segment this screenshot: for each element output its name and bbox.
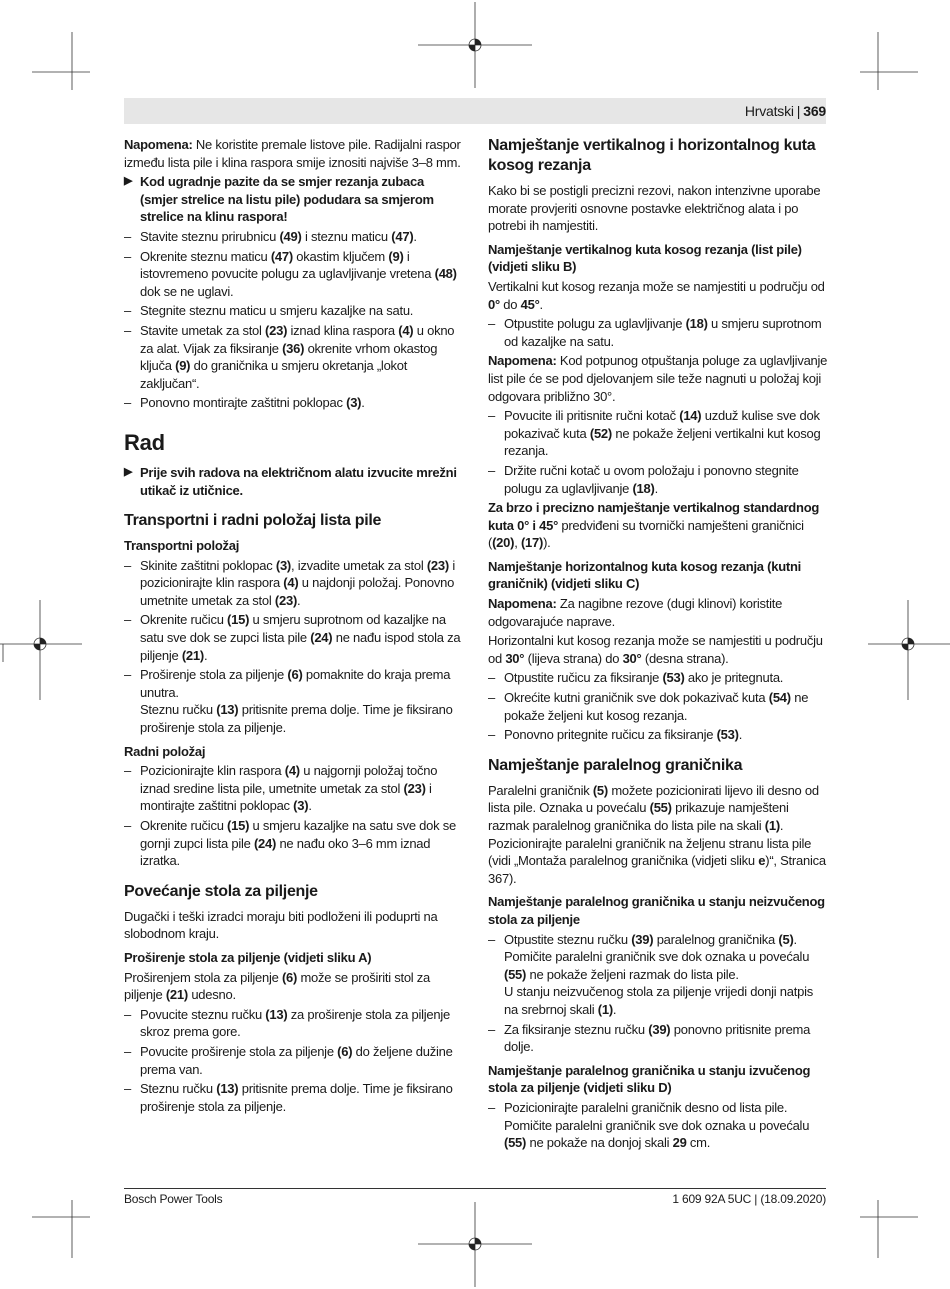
list-item: – Stavite steznu prirubnicu (49) i steznu maticu (47). xyxy=(124,228,417,244)
list-item: – Otpustite polugu za uglavljivanje (18) u smjeru suprotnom od kazaljke na satu. xyxy=(488,316,822,349)
footer-brand: Bosch Power Tools xyxy=(124,1192,223,1206)
body-paragraph: Za brzo i precizno namještanje vertikalnog standardnog kuta 0° i 45° predviđeni su tvornički namješteni graničnici ((20), (17)). xyxy=(488,500,820,551)
body-paragraph: Dugački i teški izradci moraju biti podloženi ili poduprti na slobodnom kraju. xyxy=(124,908,438,942)
subsection-subtitle: Radni položaj xyxy=(124,743,206,759)
note-paragraph: Napomena: Kod potpunog otpuštanja poluge za uglavljivanje list pile će se pod djelovanjem sile teže nagnuti u položaj koji odgovara približno 30°. xyxy=(488,353,828,404)
subsection-title: Povećanje stola za piljenje xyxy=(124,882,318,900)
list-item: – Pozicionirajte paralelni graničnik desno od lista pile. Pomičite paralelni graničnik sve dok oznaka u povećalu (55) ne pokaže na donjoj skali 29 cm. xyxy=(488,1099,810,1151)
list-item: – Stegnite steznu maticu u smjeru kazaljke na satu. xyxy=(124,303,414,319)
list-item: – Povucite steznu ručku (13) za proširenje stola za piljenje skroz prema gore. xyxy=(124,1006,450,1040)
section-title-rad: Rad xyxy=(124,429,165,455)
list-item: – Pozicionirajte klin raspora (4) u najgornji položaj točno iznad sredine lista pile, umetnite umetak za stol (23) i montirajte zaštitni poklopac (3). xyxy=(124,763,438,814)
subsection-subtitle: Namještanje paralelnog graničnika u stanju neizvučenog stola za piljenje xyxy=(488,894,825,927)
header-bar xyxy=(124,98,826,124)
list-item: – Okrenite ručicu (15) u smjeru kazaljke na satu sve dok se gornji zupci lista pile (24) ne nađu oko 3–6 mm iznad izratka. xyxy=(124,818,456,869)
triangle-bullet-icon: ▶ xyxy=(124,465,133,478)
body-paragraph: Horizontalni kut kosog rezanja može se namjestiti u području od 30° (lijeva strana) do 30° (desna strana). xyxy=(488,633,823,666)
warning-item: ▶ Prije svih radova na električnom alatu izvucite mrežni utikač iz utičnice. xyxy=(124,464,457,498)
list-item: – Steznu ručku (13) pritisnite prema dolje. Time je fiksirano proširenje stola za piljenje. xyxy=(124,1081,453,1114)
list-item: – Držite ručni kotač u ovom položaju i ponovno stegnite polugu za uglavljivanje (18). xyxy=(488,462,799,496)
subsection-subtitle: Proširenje stola za piljenje (vidjeti sliku A) xyxy=(124,949,372,965)
right-column xyxy=(488,136,828,1154)
list-item: – Otpustite steznu ručku (39) paralelnog graničnika (5). Pomičite paralelni graničnik sve dok oznaka u povećalu (55) ne pokaže željeni razmak do lista pile. U stanju neizvučenog stola za piljenje vrijedi donji natpis na srebrnoj skali (1). xyxy=(488,931,813,1017)
body-paragraph: Vertikalni kut kosog rezanja može se namjestiti u području od 0° do 45°. xyxy=(488,278,825,312)
triangle-bullet-icon: ▶ xyxy=(124,175,133,188)
note-paragraph: Napomena: Ne koristite premale listove pile. Radijalni raspor između lista pile i klina raspora smije iznositi najviše 3–8 mm. xyxy=(124,137,461,170)
subsection-title: Namještanje paralelnog graničnika xyxy=(488,756,743,774)
list-item: – Ponovno pritegnite ručicu za fiksiranje (53). xyxy=(488,727,743,743)
header-section: Hrvatski xyxy=(744,103,794,119)
subsection-title: Transportni i radni položaj lista pile xyxy=(124,512,382,530)
list-item: – Okrenite steznu maticu (47) okastim ključem (9) i istovremeno povucite polugu za uglavljivanje vretena (48) dok se ne uglavi. xyxy=(124,248,457,299)
list-item: – Otpustite ručicu za fiksiranje (53) ako je pritegnuta. xyxy=(488,670,784,686)
body-paragraph: Kako bi se postigli precizni rezovi, nakon intenzivne uporabe morate provjeriti osnovne postavke električnog alata i po potrebi ih namjestiti. xyxy=(488,183,821,234)
list-item: – Povucite ili pritisnite ručni kotač (14) uzduž kulise sve dok pokazivač kuta (52) ne pokaže željeni vertikalni kut kosog rezanja. xyxy=(488,408,821,459)
subsection-subtitle: Transportni položaj xyxy=(124,538,240,554)
footer-doc-id: 1 609 92A 5UC | (18.09.2020) xyxy=(672,1192,826,1206)
body-paragraph: Proširenjem stola za piljenje (6) može se proširiti stol za piljenje (21) udesno. xyxy=(124,969,431,1003)
list-item: – Okrećite kutni graničnik sve dok pokazivač kuta (54) ne pokaže željeni kut kosog rezanja. xyxy=(488,690,809,723)
list-item: – Ponovno montirajte zaštitni poklopac (3). xyxy=(124,395,365,411)
footer-rule xyxy=(124,1188,826,1189)
subsection-title: Namještanje vertikalnog i horizontalnog kuta kosog rezanja xyxy=(488,137,816,174)
body-paragraph: Paralelni graničnik (5) možete pozicionirati lijevo ili desno od lista pile. Oznaka u povećalu (55) prikazuje namješteni razmak paralelnog graničnika do lista pile na skali (1). Pozicionirajte paralelni graničnik na željenu stranu lista pile (vidi „Montaža paralelnog graničnika (vidjeti sliku e)“, Stranica 367). xyxy=(488,782,826,886)
note-paragraph: Napomena: Za nagibne rezove (dugi klinovi) koristite odgovarajuće naprave. xyxy=(488,596,783,629)
list-item: – Skinite zaštitni poklopac (3), izvadite umetak za stol (23) i pozicionirajte klin raspora (4) u najdonji položaj. Ponovno umetnite umetak za stol (23). xyxy=(124,557,455,608)
list-item: – Za fiksiranje steznu ručku (39) ponovno pritisnite prema dolje. xyxy=(488,1021,811,1055)
list-item: – Proširenje stola za piljenje (6) pomaknite do kraja prema unutra. Steznu ručku (13) pritisnite prema dolje. Time je fiksirano proširenje stola za piljenje. xyxy=(124,667,453,736)
list-item: – Povucite proširenje stola za piljenje (6) do željene dužine prema van. xyxy=(124,1043,453,1077)
page-header: Hrvatski | 369 xyxy=(744,103,826,119)
warning-item: ▶ Kod ugradnje pazite da se smjer rezanja zubaca (smjer strelice na listu pile) podudara sa smjerom strelice na klinu raspora! xyxy=(124,174,434,225)
list-item: – Stavite umetak za stol (23) iznad klina raspora (4) u okno za alat. Vijak za fiksiranje (36) okrenite vrhom okastog ključa (9) do graničnika u smjeru okretanja „lokot zaključan“. xyxy=(124,322,455,391)
page-number: 369 xyxy=(803,103,826,119)
left-column xyxy=(124,136,462,1117)
list-item: – Okrenite ručicu (15) u smjeru suprotnom od kazaljke na satu sve dok se zupci lista pile (24) ne nađu ispod stola za piljenje (21). xyxy=(124,612,461,663)
subsection-subtitle: Namještanje paralelnog graničnika u stanju izvučenog stola za piljenje (vidjeti sliku D) xyxy=(488,1062,811,1096)
subsection-subtitle: Namještanje vertikalnog kuta kosog rezanja (list pile) (vidjeti sliku B) xyxy=(488,241,802,275)
subsection-subtitle: Namještanje horizontalnog kuta kosog rezanja (kutni graničnik) (vidjeti sliku C) xyxy=(488,558,802,592)
